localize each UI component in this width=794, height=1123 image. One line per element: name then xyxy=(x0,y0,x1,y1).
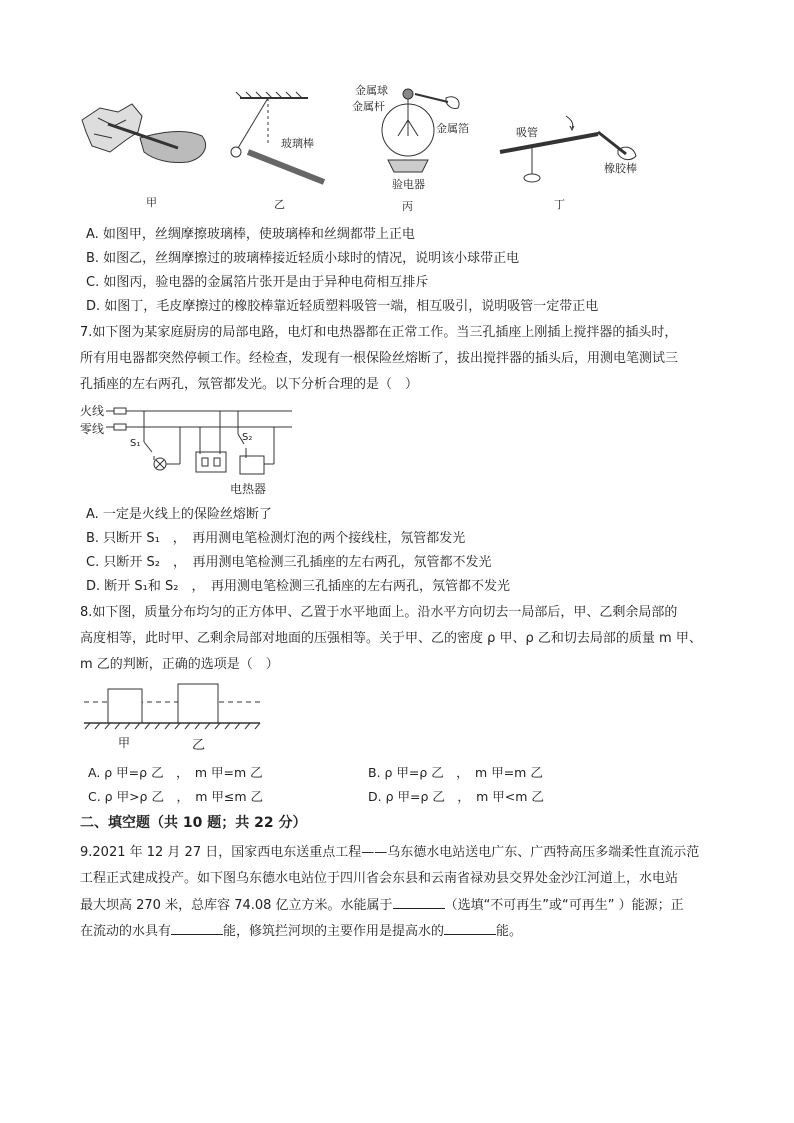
q9-blank-1[interactable] xyxy=(393,896,445,909)
q7-stem-line3: 孔插座的左右两孔，氖管都发光。以下分析合理的是（ ） xyxy=(80,377,419,392)
figure-label-bing: 丙 xyxy=(402,200,413,213)
cube-label-jia: 甲 xyxy=(118,736,131,750)
q9-blank-3[interactable] xyxy=(444,922,496,935)
q6-option-a: A. 如图甲，丝绸摩擦玻璃棒，使玻璃棒和丝绸都带上正电 xyxy=(86,227,415,242)
circuit-s1-label: S₁ xyxy=(130,438,141,449)
q7-circuit-diagram xyxy=(80,402,300,498)
callout-metal-ball: 金属球 xyxy=(355,84,388,97)
circuit-s2-label: S₂ xyxy=(242,432,253,443)
callout-straw: 吸管 xyxy=(516,126,538,139)
figure-label-jia: 甲 xyxy=(146,196,157,209)
callout-metal-foil: 金属箔 xyxy=(436,122,469,135)
q9-line4-text-b: 能，修筑拦河坝的主要作用是提高水的 xyxy=(223,924,445,939)
q8-cubes-figure xyxy=(84,680,264,752)
q8-option-a: A. ρ 甲=ρ 乙 ， m 甲=m 乙 xyxy=(88,765,263,780)
circuit-svg xyxy=(80,402,300,498)
q7-stem-line1: 7.如下图为某家庭厨房的局部电路，电灯和电热器都在正常工作。当三孔插座上刚插上搅拌器的插头时， xyxy=(80,325,678,340)
figure-label-ding: 丁 xyxy=(554,198,565,211)
q8-stem-line1: 8.如下图，质量分布均匀的正方体甲、乙置于水平地面上。沿水平方向切去一局部后，甲、乙剩余局部的 xyxy=(80,605,678,620)
q9-line4-text-a: 在流动的水具有 xyxy=(80,924,172,939)
q7-option-c: C. 只断开 S₂ ， 再用测电笔检测三孔插座的左右两孔，氖管都不发光 xyxy=(86,555,492,570)
cubes-svg xyxy=(84,680,264,752)
q7-stem-line2: 所有用电器都突然停顿工作。经检查，发现有一根保险丝熔断了，拔出搅拌器的插头后，用测电笔测试三 xyxy=(80,351,679,366)
callout-metal-rod: 金属杆 xyxy=(352,100,385,113)
q9-line4 xyxy=(80,922,522,941)
q7-option-d: D. 断开 S₁和 S₂ ， 再用测电笔检测三孔插座的左右两孔，氖管都不发光 xyxy=(86,579,510,594)
callout-rubber-rod: 橡胶棒 xyxy=(604,162,637,175)
figure-label-yi: 乙 xyxy=(274,198,285,211)
circuit-neutral-label: 零线 xyxy=(80,422,105,436)
callout-electroscope: 验电器 xyxy=(392,178,425,191)
q8-option-c: C. ρ 甲>ρ 乙 ， m 甲≤m 乙 xyxy=(88,789,263,804)
callout-glass-rod: 玻璃棒 xyxy=(281,137,314,150)
section-title-fill-in: 二、填空题（共 10 题；共 22 分） xyxy=(80,815,307,831)
q8-option-b: B. ρ 甲=ρ 乙 ， m 甲=m 乙 xyxy=(368,765,543,780)
q6-figures xyxy=(70,80,730,215)
q6-figures-svg xyxy=(70,80,730,215)
q8-stem-line3: m 乙的判断，正确的选项是（ ） xyxy=(80,657,279,672)
q9-blank-2[interactable] xyxy=(171,922,223,935)
circuit-live-label: 火线 xyxy=(80,404,105,418)
q9-line4-text-c: 能。 xyxy=(496,924,523,939)
figure-jia-drawing xyxy=(82,104,206,163)
q8-stem-line2: 高度相等，此时甲、乙剩余局部对地面的压强相等。关于甲、乙的密度 ρ 甲、ρ 乙和切去局部的质量 m 甲、 xyxy=(80,631,702,646)
q9-line3-text-b: （选填“不可再生”或“可再生” ）能源；正 xyxy=(444,898,684,913)
q8-option-d: D. ρ 甲=ρ 乙 ， m 甲<m 乙 xyxy=(368,789,544,804)
q9-line1: 9.2021 年 12 月 27 日，国家西电东送重点工程——乌东德水电站送电广东、广西特高压多端柔性直流示范 xyxy=(80,845,700,860)
q6-option-b: B. 如图乙，丝绸摩擦过的玻璃棒接近轻质小球时的情况，说明该小球带正电 xyxy=(86,251,520,266)
cube-label-yi: 乙 xyxy=(192,738,206,753)
circuit-heater-label: 电热器 xyxy=(230,482,267,496)
q6-option-c: C. 如图丙，验电器的金属箔片张开是由于异种电荷相互排斥 xyxy=(86,275,429,290)
q9-line2: 工程正式建成投产。如下图乌东德水电站位于四川省会东县和云南省禄劝县交界处金沙江河道上，水电站 xyxy=(80,871,679,886)
q9-line3 xyxy=(80,896,684,915)
q6-option-d: D. 如图丁，毛皮摩擦过的橡胶棒靠近轻质塑料吸管一端，相互吸引，说明吸管一定带正电 xyxy=(86,299,599,314)
q9-line3-text-a: 最大坝高 270 米，总库容 74.08 亿立方米。水能属于 xyxy=(80,898,393,913)
q7-option-b: B. 只断开 S₁ ， 再用测电笔检测灯泡的两个接线柱，氖管都发光 xyxy=(86,531,466,546)
q7-option-a: A. 一定是火线上的保险丝熔断了 xyxy=(86,507,272,522)
